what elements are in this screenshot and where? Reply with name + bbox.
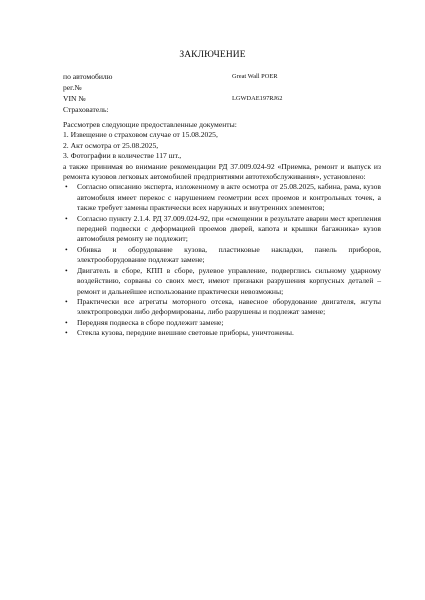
field-value-vin: LGWDAE197RJ62 [232,95,283,102]
bullet-icon: • [65,296,68,306]
finding-text: Согласно описанию эксперта, изложенному в акте осмотра от 25.08.2025, кабина, рама, кузов автомобиля имеет перекос с нарушением геометрии всех проемов и контрольных точек, а также требует замены практически всех наружных и внутренних элементов; [77,182,381,213]
recommendation-text: а также принимая во внимание рекомендации РД 37.009.024-92 «Приемка, ремонт и выпуск из ремонта кузовов легковых автомобилей предприятиями автотехобслуживания», установлено: [63,161,381,182]
finding-item [63,182,381,213]
bullet-icon: • [65,244,68,254]
finding-item [63,214,381,245]
field-label-insured: Страхователь: [63,105,109,114]
field-value-vehicle: Great Wall POER [232,73,278,80]
doc-item: 3. Фотографии в количестве 117 шт., [63,151,182,161]
finding-text: Стекла кузова, передние внешние световые приборы, уничтожены. [77,328,294,338]
finding-item [63,245,381,266]
field-label-vehicle: по автомобилю [63,72,113,81]
finding-text: Обивка и оборудование кузова, пластиковые накладки, панель приборов, электрооборудование подлежат замене; [77,244,381,265]
bullet-icon: • [65,317,68,327]
bullet-icon: • [65,213,68,223]
bullet-icon: • [65,182,68,192]
finding-text: Двигатель в сборе, КПП в сборе, рулевое управление, подверглись сильному ударному воздействию, сорваны со своих мест, имеют признаки разрушения корпусных деталей – ремонт и дальнейшее использование практически невозможны; [77,265,381,296]
finding-item [63,297,381,318]
findings-list [63,182,381,338]
field-label-reg: рег.№ [63,83,82,92]
bullet-icon: • [65,328,68,338]
document-body [63,120,381,339]
doc-item: 1. Извещение о страховом случае от 15.08.2025, [63,130,218,140]
finding-item [63,328,381,338]
finding-text: Передняя подвеска в сборе подлежит замене; [77,317,224,327]
finding-text: Практически все агрегаты моторного отсека, навесное оборудование двигателя, жгуты электропроводки либо деформированы, либо разрушены и подлежат замене; [77,296,381,317]
document-title: ЗАКЛЮЧЕНИЕ [179,50,246,60]
doc-item: 2. Акт осмотра от 25.08.2025, [63,140,159,150]
finding-item [63,266,381,297]
intro-text: Рассмотрев следующие предоставленные документы: [63,120,237,129]
field-label-vin: VIN № [63,94,86,103]
bullet-icon: • [65,265,68,275]
finding-text: Согласно пункту 2.1.4. РД 37.009.024-92, при «смещении в результате аварии мест крепления передней подвески с деформацией проемов дверей, капота и крышки багажника» кузов автомобиля ремонту не подлежит; [77,213,381,244]
finding-item [63,318,381,328]
